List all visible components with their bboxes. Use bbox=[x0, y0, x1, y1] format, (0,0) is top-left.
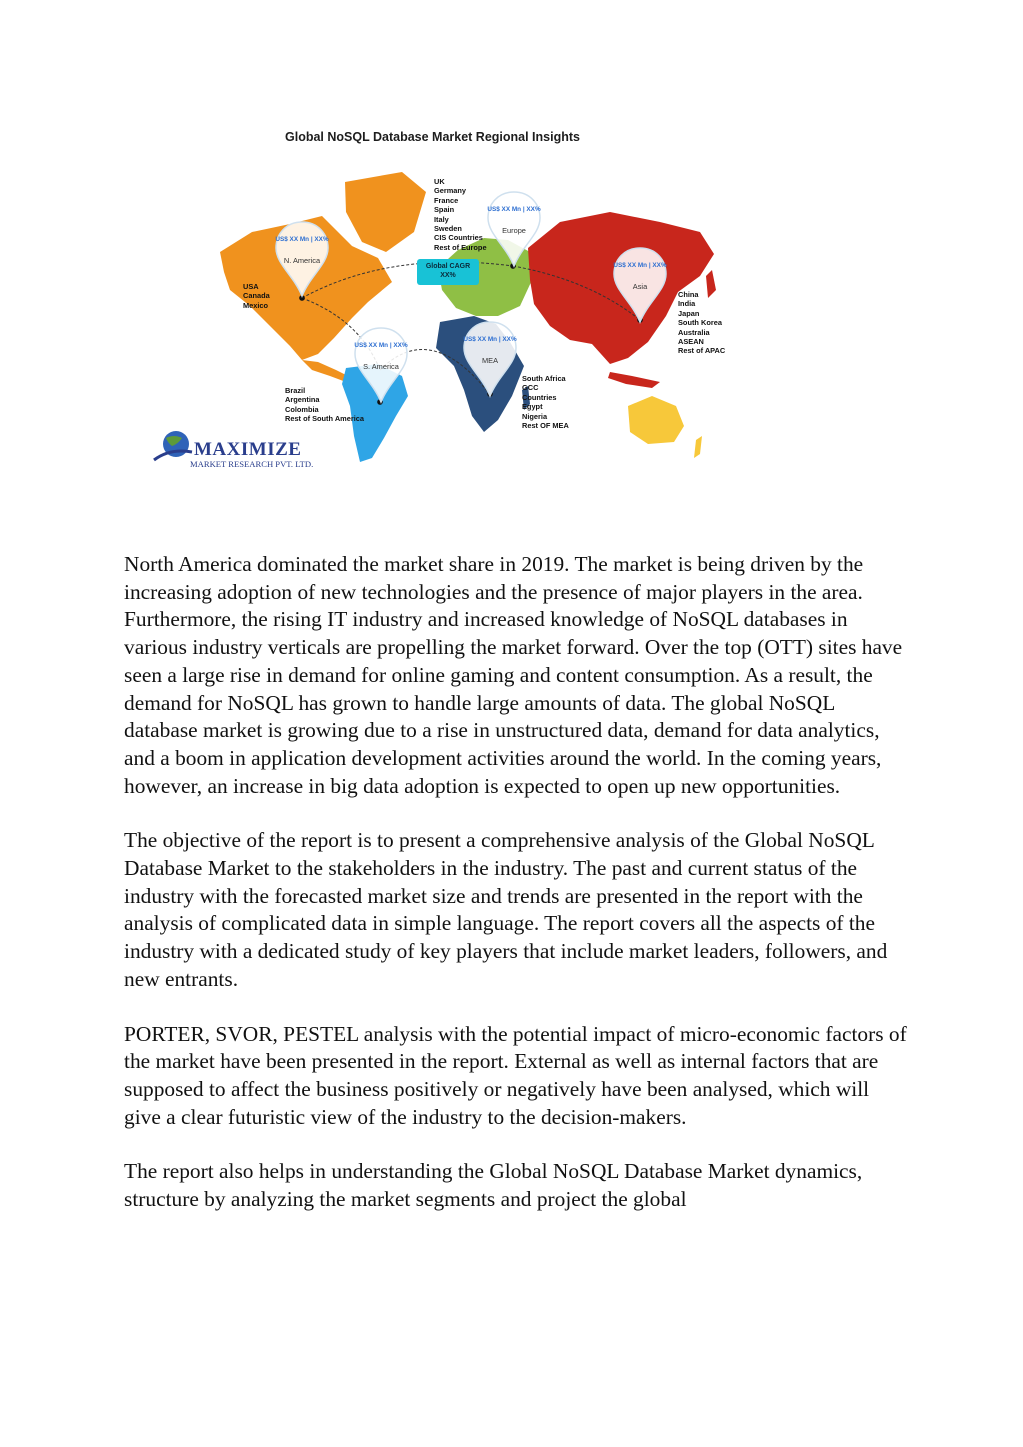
list-item: Egypt bbox=[522, 402, 543, 412]
list-item: UK bbox=[434, 177, 445, 186]
list-item: Italy bbox=[434, 214, 449, 224]
paragraph: The objective of the report is to present a comprehensive analysis of the Global NoSQL Database Market to the stakeholders in the industry. The past and current status of the industry with the forecasted market size and trends are presented in the report with the analysis of complicated data in simple language. The report covers all the aspects of the industry with a dedicated study of key players that include market leaders, followers, and new entrants. bbox=[124, 828, 888, 991]
pin-value: US$ XX Mn | XX% bbox=[354, 342, 408, 349]
list-item: USA bbox=[243, 282, 259, 291]
pin-region-name: N. America bbox=[283, 256, 321, 265]
list-item: Australia bbox=[678, 327, 710, 337]
list-item: Sweden bbox=[434, 224, 462, 234]
body-text bbox=[124, 551, 909, 1241]
list-item: Rest of Europe bbox=[434, 242, 487, 252]
global-cagr-box bbox=[417, 259, 479, 285]
list-item: Brazil bbox=[285, 386, 306, 395]
list-item: GCC bbox=[522, 383, 539, 393]
cagr-label: Global CAGR bbox=[425, 263, 471, 270]
pin-mea bbox=[462, 320, 518, 400]
pin-value: US$ XX Mn | XX% bbox=[613, 262, 667, 269]
list-item: Colombia bbox=[285, 404, 319, 414]
paragraph: North America dominated the market share in 2019. The market is being driven by the increasing adoption of new technologies and the presence of major players in the area. Furthermore, the rising IT industry and increased knowledge of NoSQL databases in various industry verticals are propelling the market forward. Over the top (OTT) sites have seen a large rise in demand for online gaming and content consumption. As a result, the demand for NoSQL has grown to handle large amounts of data. The global NoSQL database market is growing due to a rise in unstructured data, demand for data analytics, and a boom in application development activities around the world. In the coming years, however, an increase in big data adoption is expected to open up new opportunities. bbox=[124, 552, 903, 798]
list-item: South Korea bbox=[678, 318, 722, 328]
list-item: Rest OF MEA bbox=[522, 421, 569, 431]
australia-shape bbox=[628, 396, 684, 444]
list-item: Argentina bbox=[285, 395, 320, 405]
pin-region-name: Europe bbox=[502, 226, 526, 235]
maximize-logo bbox=[152, 426, 352, 476]
list-asia bbox=[678, 290, 725, 356]
list-item: CIS Countries bbox=[434, 233, 483, 243]
pin-value: US$ XX Mn | XX% bbox=[463, 336, 517, 343]
pin-europe bbox=[486, 190, 542, 270]
list-item: Japan bbox=[678, 308, 700, 318]
pin-region-name: Asia bbox=[632, 282, 648, 291]
list-item: China bbox=[678, 290, 699, 299]
list-item: Germany bbox=[434, 186, 467, 196]
logo-subtitle: MARKET RESEARCH PVT. LTD. bbox=[190, 459, 314, 469]
pin-north-america bbox=[274, 220, 330, 300]
logo-name: MAXIMIZE bbox=[194, 439, 302, 460]
indonesia-shape bbox=[608, 372, 660, 388]
pin-region-name: MEA bbox=[481, 356, 498, 365]
list-item: Rest of South America bbox=[285, 414, 364, 424]
list-item: Spain bbox=[434, 205, 455, 215]
list-north-america bbox=[243, 282, 270, 310]
cagr-value: XX% bbox=[440, 272, 456, 279]
list-item: Canada bbox=[243, 291, 270, 301]
list-item: Rest of APAC bbox=[678, 346, 726, 356]
pin-region-name: S. America bbox=[363, 362, 399, 371]
pin-south-america bbox=[353, 326, 409, 406]
list-item: India bbox=[678, 299, 696, 309]
regional-insights-figure bbox=[140, 120, 760, 490]
paragraph: The report also helps in understanding the Global NoSQL Database Market dynamics, structure by analyzing the market segments and project the global bbox=[124, 1159, 863, 1212]
new-zealand-shape bbox=[694, 436, 702, 458]
paragraph: PORTER, SVOR, PESTEL analysis with the potential impact of micro-economic factors of the market have been presented in the report. External as well as internal factors that are supposed to affect the business positively or negatively have been analysed, which will give a clear futuristic view of the industry to the decision-makers. bbox=[124, 1021, 907, 1129]
list-item: Nigeria bbox=[522, 411, 548, 421]
list-europe bbox=[434, 177, 487, 252]
list-item: South Africa bbox=[522, 374, 566, 383]
list-item: ASEAN bbox=[678, 337, 704, 347]
greenland-shape bbox=[345, 172, 426, 252]
pin-asia bbox=[612, 246, 668, 326]
pin-value: US$ XX Mn | XX% bbox=[487, 206, 541, 213]
list-item: France bbox=[434, 195, 459, 205]
list-mea bbox=[522, 374, 569, 430]
pin-value: US$ XX Mn | XX% bbox=[275, 236, 329, 243]
list-item: Countries bbox=[522, 392, 557, 402]
figure-title: Global NoSQL Database Market Regional Insights bbox=[285, 130, 580, 144]
list-item: Mexico bbox=[243, 300, 269, 310]
